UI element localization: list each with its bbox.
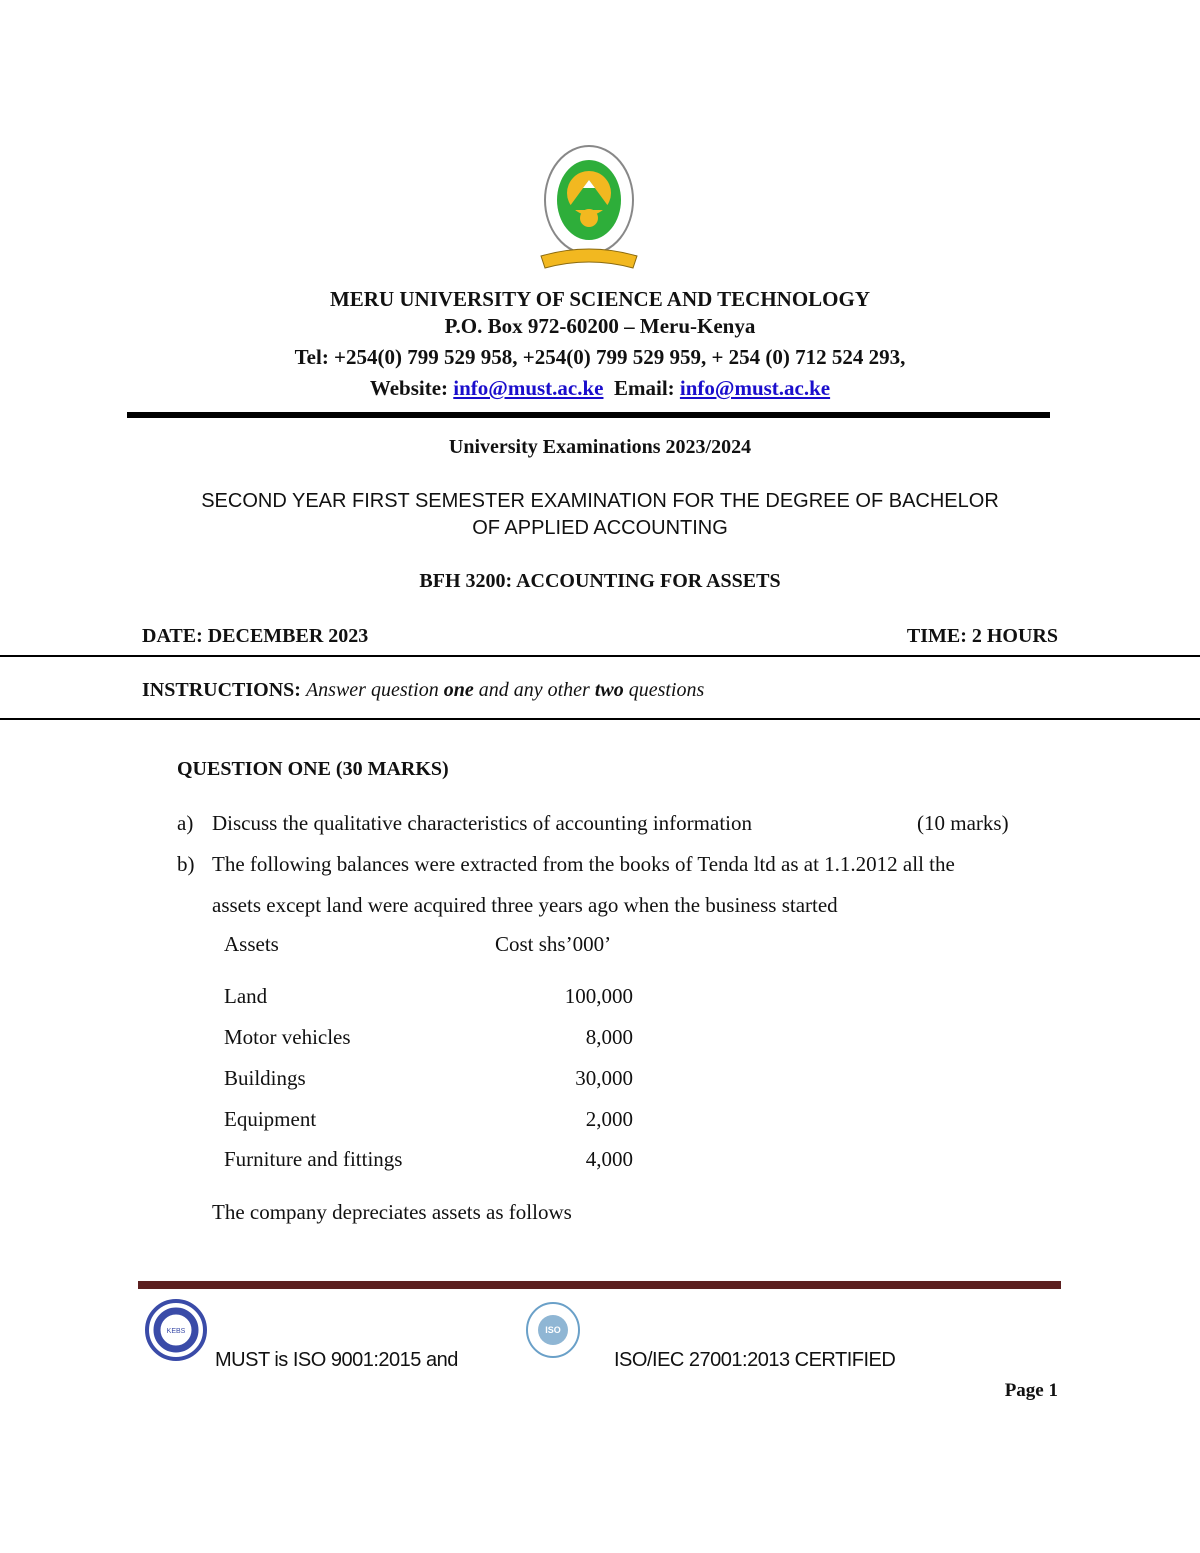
university-name: MERU UNIVERSITY OF SCIENCE AND TECHNOLOGY xyxy=(329,287,871,311)
asset-cost: 100,000 xyxy=(564,984,633,1008)
asset-name: Motor vehicles xyxy=(224,1025,351,1049)
kebs-logo xyxy=(145,1299,207,1361)
instructions-label: INSTRUCTIONS: xyxy=(142,679,301,701)
part-b-line-1: The following balances were extracted from the books of Tenda ltd as at 1.1.2012 all the xyxy=(212,852,955,876)
website-label: Website: xyxy=(369,376,449,400)
divider xyxy=(0,718,1200,720)
exam-date: DATE: DECEMBER 2023 xyxy=(142,625,369,647)
exam-time: TIME: 2 HOURS xyxy=(906,625,1058,647)
university-logo xyxy=(533,138,645,273)
svg-text:ISO: ISO xyxy=(545,1325,561,1335)
part-a-label: a) xyxy=(177,811,194,835)
divider xyxy=(0,655,1200,657)
header-divider xyxy=(127,412,1050,418)
part-b-line-2: assets except land were acquired three years ago when the business started xyxy=(212,893,838,917)
course-title: BFH 3200: ACCOUNTING FOR ASSETS xyxy=(419,570,781,592)
page-number: Page 1 xyxy=(1004,1380,1058,1401)
question-title: QUESTION ONE (30 MARKS) xyxy=(177,758,449,780)
email-link[interactable]: info@must.ac.ke xyxy=(679,376,831,400)
footer-divider xyxy=(138,1281,1061,1289)
asset-name: Buildings xyxy=(224,1066,306,1090)
part-b-label: b) xyxy=(177,852,195,876)
website-link[interactable]: info@must.ac.ke xyxy=(453,376,604,400)
iso-logo xyxy=(525,1301,581,1359)
exam-title: University Examinations 2023/2024 xyxy=(448,436,752,458)
degree-line-1: SECOND YEAR FIRST SEMESTER EXAMINATION FOR THE DEGREE OF BACHELOR xyxy=(201,490,999,512)
assets-header: Assets xyxy=(224,932,279,956)
certification-text-b: ISO/IEC 27001:2013 CERTIFIED xyxy=(614,1349,896,1371)
cost-header: Cost shs’000’ xyxy=(495,932,612,956)
email-label: Email: xyxy=(613,376,675,400)
instr-d: two xyxy=(594,679,624,701)
part-a-marks: (10 marks) xyxy=(917,811,1009,835)
address: P.O. Box 972-60200 – Meru-Kenya xyxy=(444,314,756,338)
asset-cost: 2,000 xyxy=(585,1107,633,1131)
instructions xyxy=(142,679,704,702)
asset-name: Furniture and fittings xyxy=(224,1147,403,1171)
closing-text: The company depreciates assets as follows xyxy=(212,1200,572,1224)
asset-cost: 4,000 xyxy=(585,1147,633,1171)
instr-a: Answer question xyxy=(305,679,444,701)
instr-e: questions xyxy=(623,679,705,701)
asset-name: Equipment xyxy=(224,1107,317,1131)
telephone: Tel: +254(0) 799 529 958, +254(0) 799 529 959, + 254 (0) 712 524 293, xyxy=(294,345,906,369)
part-a-text: Discuss the qualitative characteristics of accounting information xyxy=(212,811,752,835)
certification-text-a: MUST is ISO 9001:2015 and xyxy=(215,1349,458,1371)
asset-cost: 8,000 xyxy=(585,1025,633,1049)
svg-text:KEBS: KEBS xyxy=(166,1328,186,1335)
degree-line-2: OF APPLIED ACCOUNTING xyxy=(472,517,728,539)
instr-b: one xyxy=(443,679,474,701)
asset-cost: 30,000 xyxy=(575,1066,633,1090)
asset-name: Land xyxy=(224,984,268,1008)
instr-c: and any other xyxy=(473,679,595,701)
contact-line xyxy=(0,376,1200,401)
